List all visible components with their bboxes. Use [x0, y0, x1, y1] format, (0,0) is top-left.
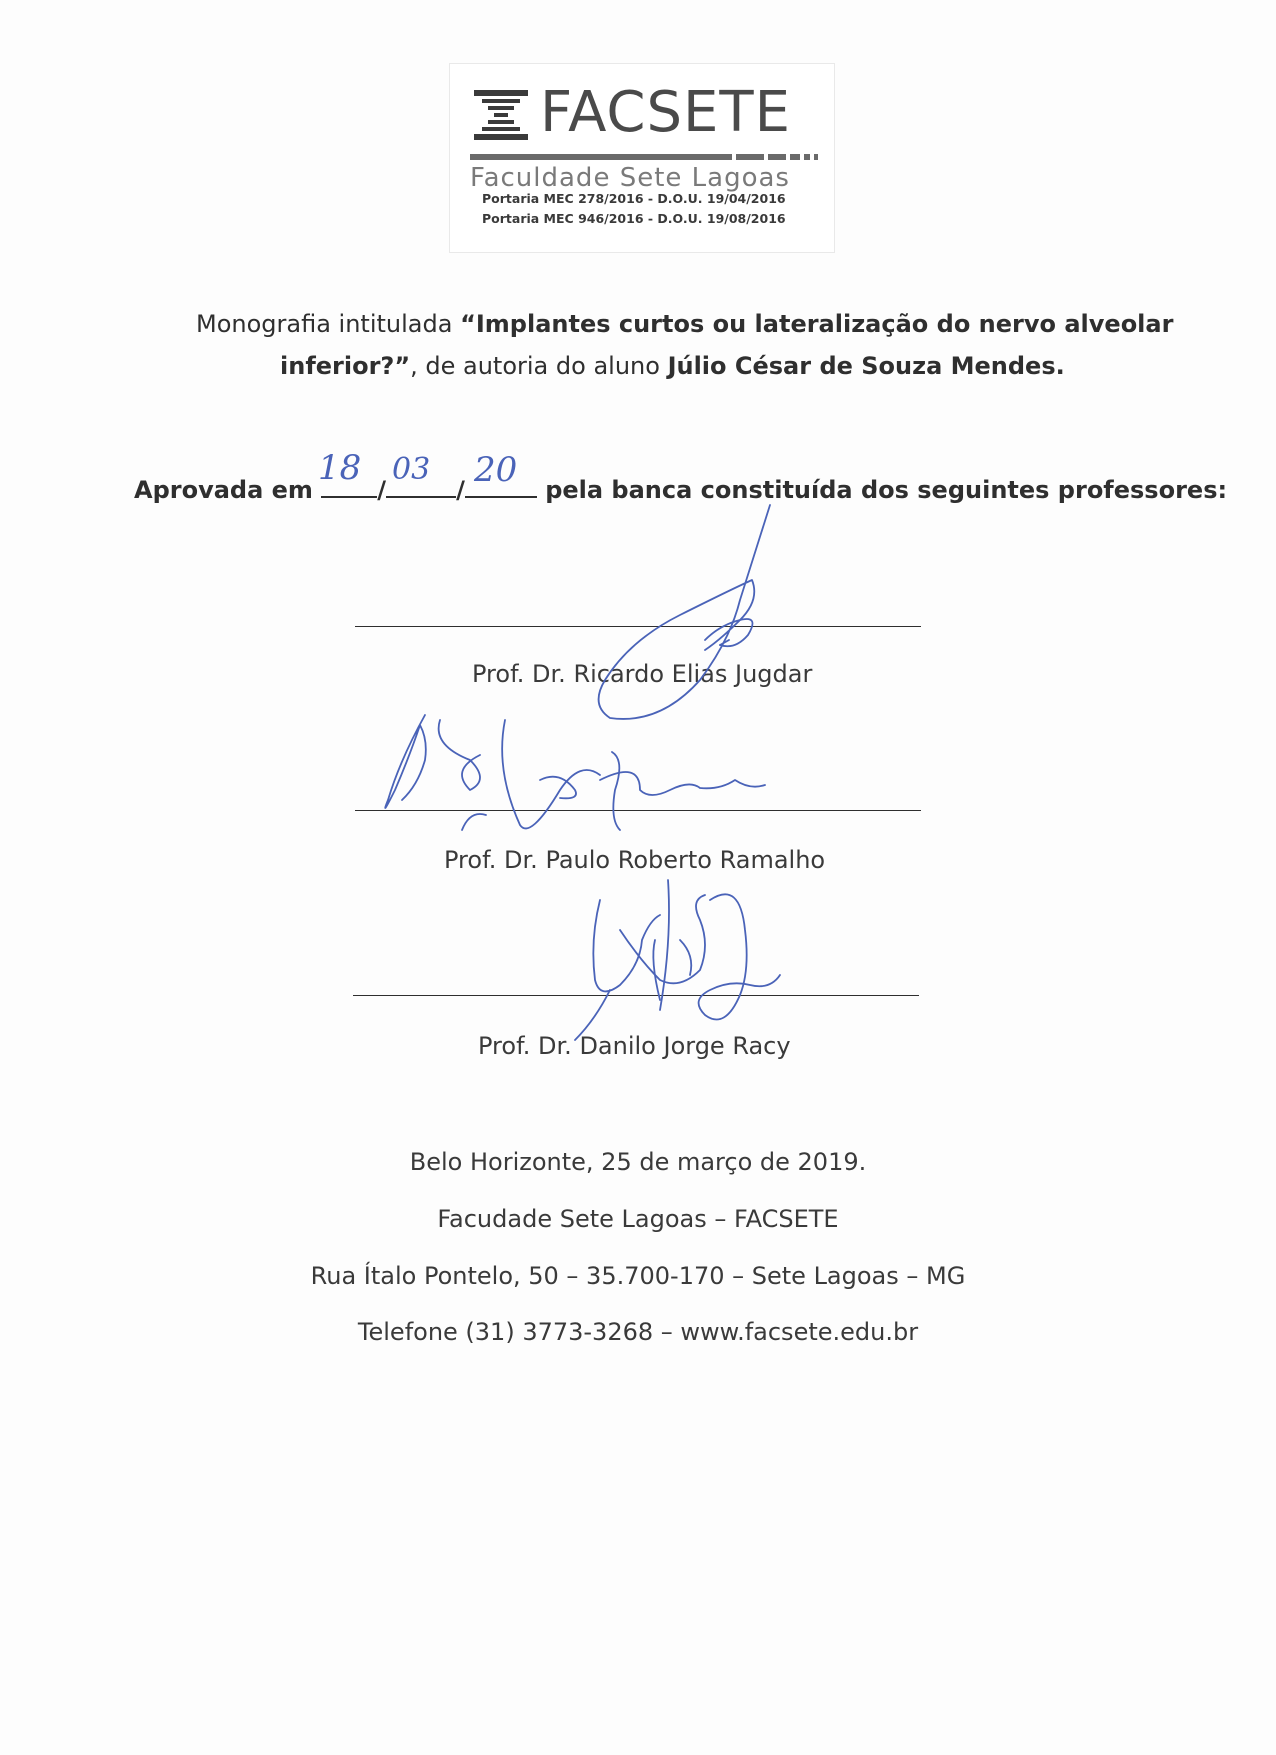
institution-address: Rua Ítalo Pontelo, 50 – 35.700-170 – Sete Lagoas – MG [310, 1262, 966, 1290]
monograph-title-line-2 [280, 352, 1065, 380]
professor-name-2: Prof. Dr. Paulo Roberto Ramalho [444, 846, 826, 874]
facsete-emblem-icon [472, 88, 532, 144]
approval-prefix: Aprovada em [134, 476, 313, 504]
approval-suffix: pela banca constituída dos seguintes professores: [545, 476, 1228, 504]
student-name: Júlio César de Souza Mendes. [667, 352, 1065, 380]
institution-logo [449, 63, 835, 253]
signature-line-2 [355, 810, 921, 811]
logo-divider-bar [470, 152, 820, 162]
place-and-date: Belo Horizonte, 25 de março de 2019. [409, 1148, 867, 1176]
date-separator: / [456, 476, 465, 504]
professor-name-3: Prof. Dr. Danilo Jorge Racy [478, 1032, 791, 1060]
professor-name-1: Prof. Dr. Ricardo Elias Jugdar [472, 660, 813, 688]
logo-header [470, 82, 820, 148]
institution-contact: Telefone (31) 3773-3268 – www.facsete.edu.br [357, 1318, 919, 1346]
logo-portaria-1: Portaria MEC 278/2016 - D.O.U. 19/04/2016 [482, 191, 786, 206]
handwritten-year: 20 [474, 450, 518, 490]
title-prefix: Monografia intitulada [196, 310, 461, 338]
handwritten-month: 03 [392, 452, 431, 487]
logo-subtitle: Faculdade Sete Lagoas [470, 163, 790, 193]
title-middle: , de autoria do aluno [410, 352, 668, 380]
approval-line [134, 470, 1227, 504]
date-separator: / [377, 476, 387, 504]
work-title-part-2: inferior?” [280, 352, 411, 380]
logo-portaria-2: Portaria MEC 946/2016 - D.O.U. 19/08/2016 [482, 211, 786, 226]
institution-name: Facudade Sete Lagoas – FACSETE [437, 1205, 839, 1233]
logo-wordmark: FACSETE [540, 80, 792, 145]
monograph-title-line-1 [196, 310, 1173, 338]
signature-line-3 [353, 995, 919, 996]
handwritten-day: 18 [318, 448, 362, 488]
signature-2 [385, 715, 765, 830]
signature-line-1 [355, 626, 921, 627]
signature-3 [575, 880, 780, 1040]
work-title-part-1: “Implantes curtos ou lateralização do nervo alveolar [460, 310, 1174, 338]
